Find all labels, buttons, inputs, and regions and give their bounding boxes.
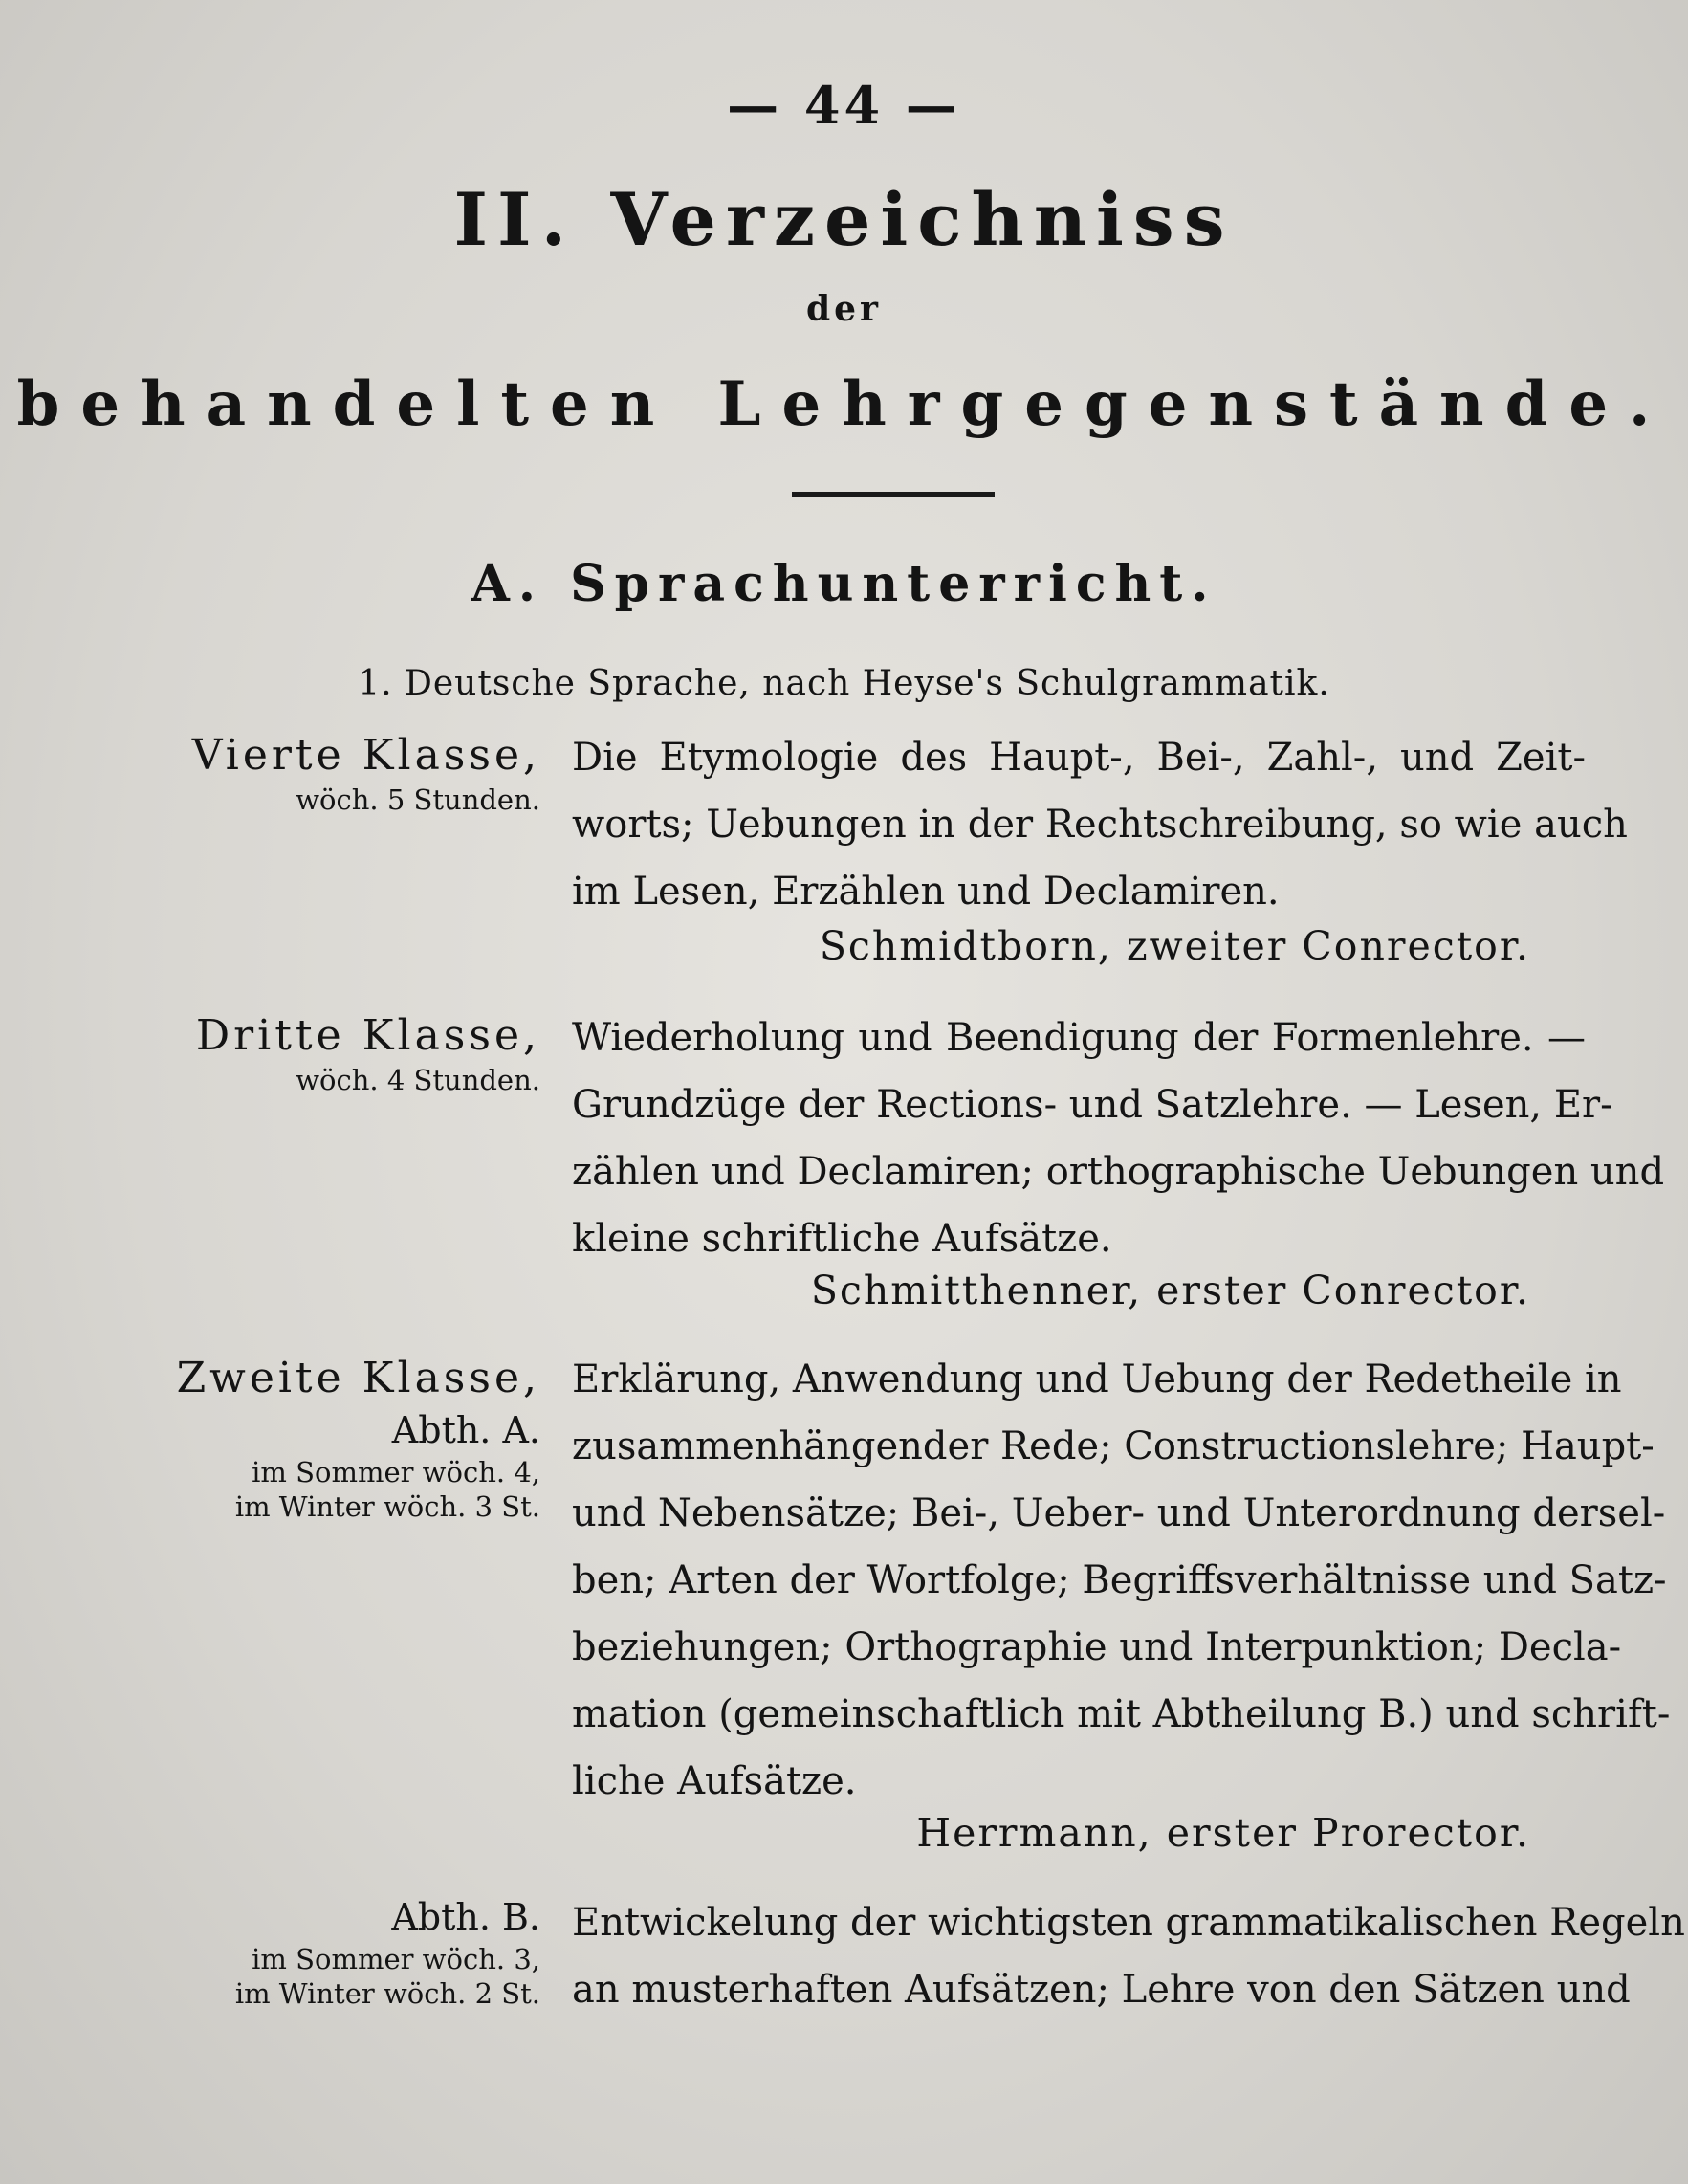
entry-text (572, 724, 1628, 925)
entry-line: beziehungen; Orthographie und Interpunktion; Decla- (572, 1625, 1622, 1669)
entry-line: worts; Uebungen in der Rechtschreibung, so wie auch (572, 803, 1628, 847)
teacher-name: Herrmann, erster Prorector. (916, 1810, 1530, 1856)
class-hours: im Winter wöch. 3 St. (234, 1490, 540, 1523)
class-label-block (196, 1009, 540, 1097)
entry-line: Grundzüge der Rections- und Satzlehre. — Lesen, Er- (572, 1083, 1613, 1127)
entry-line: Die Etymologie des Haupt-, Bei-, Zahl-, und Zeit- (572, 736, 1586, 780)
entry-line: und Nebensätze; Bei-, Ueber- und Unterordnung dersel- (572, 1491, 1666, 1535)
page-number: — 44 — (727, 75, 961, 136)
entry-line: liche Aufsätze. (572, 1759, 857, 1803)
class-division: Abth. B. (391, 1896, 540, 1938)
class-name: Vierte Klasse, (191, 731, 540, 780)
teacher-name: Schmidtborn, zweiter Conrector. (819, 923, 1530, 969)
entry-line: zusammenhängender Rede; Constructionslehre; Haupt- (572, 1424, 1655, 1468)
class-hours: im Sommer wöch. 3, (252, 1943, 540, 1975)
entry-line: ben; Arten der Wortfolge; Begriffsverhältnisse und Satz- (572, 1558, 1667, 1602)
class-hours: im Sommer wöch. 4, (252, 1456, 540, 1489)
page-title-line2: behandelten Lehrgegenstände. (16, 368, 1672, 440)
class-hours: wöch. 4 Stunden. (296, 1064, 540, 1096)
class-division: Abth. A. (391, 1409, 540, 1451)
entry-text (572, 1004, 1665, 1272)
entry-line: im Lesen, Erzählen und Declamiren. (572, 870, 1280, 914)
class-label-block (235, 1892, 540, 2011)
teacher-name: Schmitthenner, erster Conrector. (810, 1268, 1530, 1313)
section-subheading: 1. Deutsche Sprache, nach Heyse's Schulgrammatik. (358, 664, 1330, 703)
entry-line: mation (gemeinschaftlich mit Abtheilung B.) und schrift- (572, 1692, 1671, 1736)
entry-line: Wiederholung und Beendigung der Formenlehre. — (572, 1016, 1586, 1060)
class-hours: im Winter wöch. 2 St. (234, 1977, 540, 2010)
class-name: Dritte Klasse, (195, 1011, 540, 1060)
section-heading: A. Sprachunterricht. (471, 555, 1217, 613)
page-title: II. Verzeichniss (453, 177, 1235, 262)
class-label-block (192, 729, 540, 817)
class-hours: wöch. 5 Stunden. (296, 783, 540, 816)
entry-line: kleine schriftliche Aufsätze. (572, 1217, 1112, 1261)
entry-line: Erklärung, Anwendung und Uebung der Redetheile in (572, 1357, 1622, 1401)
title-connector: der (805, 289, 883, 329)
title-rule (792, 492, 995, 497)
class-name: Zweite Klasse, (176, 1354, 540, 1402)
entry-line: Entwickelung der wichtigsten grammatikalischen Regeln (572, 1901, 1685, 1945)
entry-line: zählen und Declamiren; orthographische Uebungen und (572, 1150, 1665, 1194)
entry-text (572, 1346, 1671, 1815)
class-label-block (177, 1352, 540, 1524)
entry-text (572, 1889, 1685, 2023)
entry-line: an musterhaften Aufsätzen; Lehre von den Sätzen und (572, 1968, 1631, 2012)
